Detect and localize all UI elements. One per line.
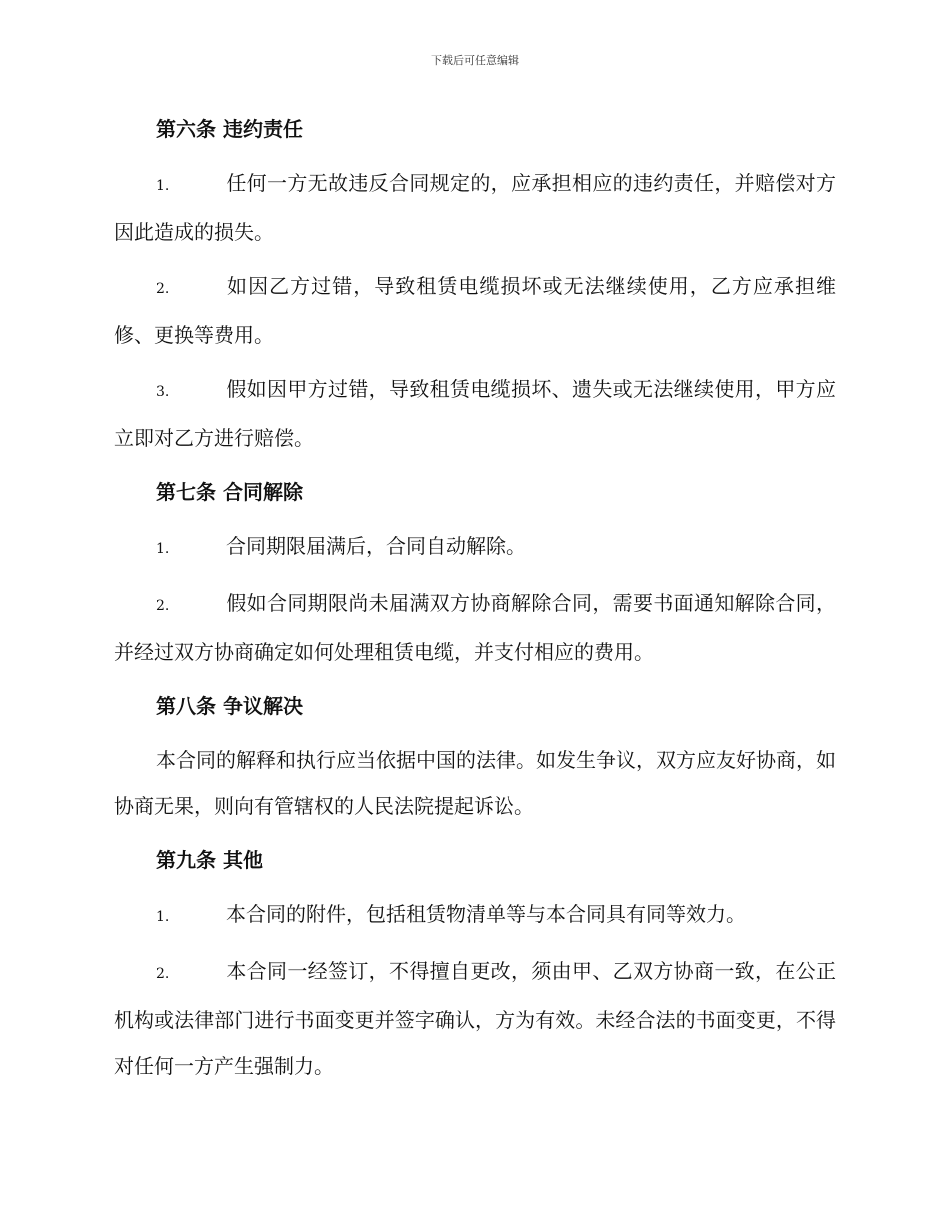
section-heading: 第六条 违约责任 xyxy=(156,117,303,141)
page-header: 下载后可任意编辑 xyxy=(431,54,519,67)
item-number: 2. xyxy=(156,281,170,297)
list-item xyxy=(114,580,836,675)
section-heading: 第九条 其他 xyxy=(156,848,263,872)
list-item xyxy=(114,366,836,461)
item-text: 本合同的附件，包括租赁物清单等与本合同具有同等效力。 xyxy=(226,902,746,926)
item-number: 1. xyxy=(156,541,170,557)
item-number: 1. xyxy=(156,178,170,194)
item-text: 合同期限届满后，合同自动解除。 xyxy=(226,534,526,558)
list-item xyxy=(114,948,836,1089)
paragraph: 本合同的解释和执行应当依据中国的法律。如发生争议，双方应友好协商，如协商无果，则向有管辖权的人民法院提起诉讼。 xyxy=(114,748,836,818)
item-number: 3. xyxy=(156,384,170,400)
list-item xyxy=(114,523,836,572)
list-item xyxy=(114,891,836,940)
list-item xyxy=(114,160,836,255)
document-body xyxy=(114,106,836,1097)
item-text: 任何一方无故违反合同规定的，应承担相应的违约责任，并赔偿对方因此造成的损失。 xyxy=(114,171,836,244)
section-heading: 第八条 争议解决 xyxy=(156,694,303,718)
item-number: 1. xyxy=(156,909,170,925)
list-item xyxy=(114,263,836,358)
item-text: 假如合同期限尚未届满双方协商解除合同，需要书面通知解除合同，并经过双方协商确定如何处理租赁电缆，并支付相应的费用。 xyxy=(114,591,836,664)
item-number: 2. xyxy=(156,966,170,982)
item-text: 本合同一经签订，不得擅自更改，须由甲、乙双方协商一致，在公正机构或法律部门进行书面变更并签字确认，方为有效。未经合法的书面变更，不得对任何一方产生强制力。 xyxy=(114,959,836,1078)
item-number: 2. xyxy=(156,598,170,614)
section-heading: 第七条 合同解除 xyxy=(156,480,303,504)
item-text: 假如因甲方过错，导致租赁电缆损坏、遗失或无法继续使用，甲方应立即对乙方进行赔偿。 xyxy=(114,377,836,450)
item-text: 如因乙方过错，导致租赁电缆损坏或无法继续使用，乙方应承担维修、更换等费用。 xyxy=(114,274,836,347)
